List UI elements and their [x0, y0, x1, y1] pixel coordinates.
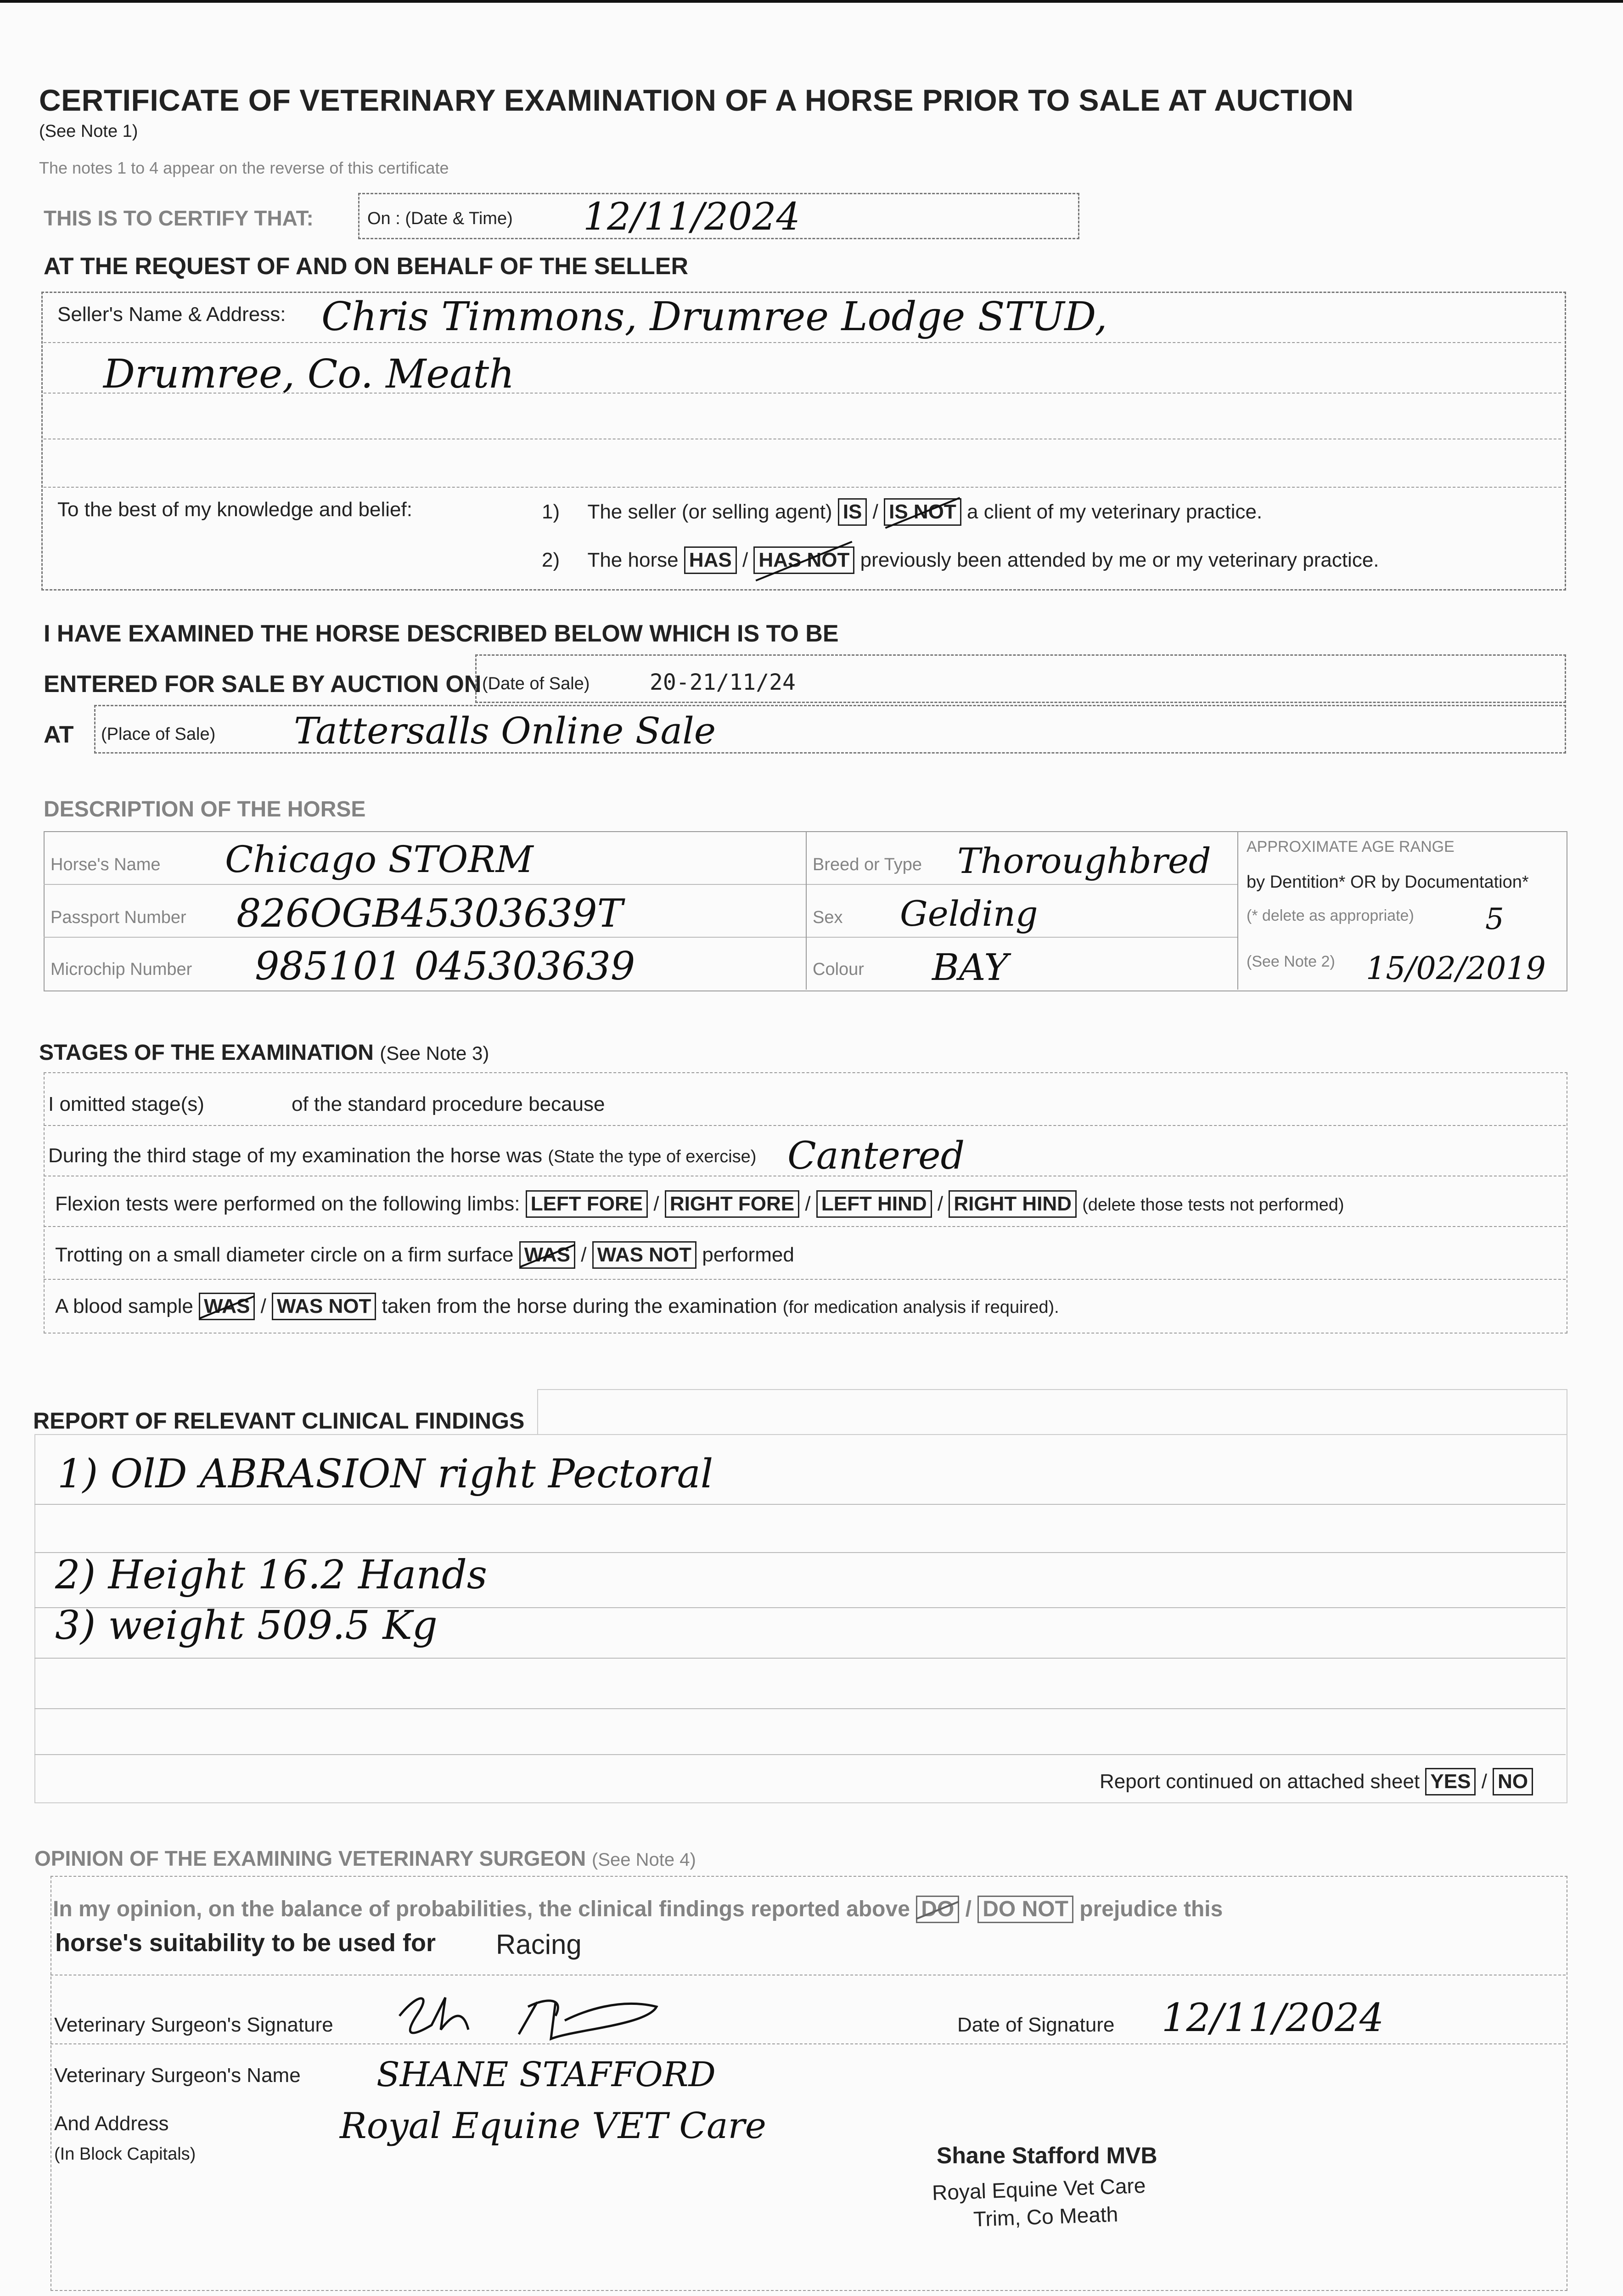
age-value: 5 [1485, 902, 1504, 936]
report-line [34, 1754, 1566, 1755]
blood-text: A blood sample [55, 1295, 193, 1317]
description-col-divider [1237, 831, 1238, 990]
microchip-value: 985101 045303639 [255, 944, 635, 989]
trot-was-struck: WAS [519, 1241, 575, 1269]
seller-item-2 [542, 546, 1379, 574]
sale-place-value: Tattersalls Online Sale [294, 709, 716, 752]
blood-was-struck: WAS [199, 1293, 255, 1320]
sex-label: Sex [813, 908, 843, 927]
opinion-do-not: DO NOT [977, 1896, 1073, 1923]
blood-note: (for medication analysis if required). [782, 1298, 1059, 1317]
item2-number: 2) [542, 549, 560, 571]
trot-was-not: WAS NOT [592, 1241, 696, 1269]
signature-stroke [519, 2001, 657, 2039]
third-stage-row [48, 1144, 756, 1167]
blood-post-text: taken from the horse during the examination [382, 1295, 777, 1317]
third-stage-note: (State the type of exercise) [548, 1147, 757, 1166]
flexion-separator: / [937, 1193, 943, 1215]
signature-date-value: 12/11/2024 [1162, 1995, 1384, 2040]
sale-at-label: AT [44, 721, 74, 748]
continued-no: NO [1493, 1768, 1533, 1795]
breed-label: Breed or Type [813, 855, 922, 874]
seller-name-label: Seller's Name & Address: [57, 303, 286, 326]
age-see-note: (See Note 2) [1247, 953, 1335, 970]
seller-line-divider [44, 393, 1561, 394]
report-heading-box [537, 1389, 1567, 1435]
microchip-label: Microchip Number [51, 960, 192, 979]
item2-separator: / [742, 549, 748, 571]
seller-address-line2: Drumree, Co. Meath [103, 351, 515, 397]
opinion-heading-note: (See Note 4) [592, 1850, 696, 1870]
intended-use-value: Racing [496, 1929, 582, 1960]
signature-label: Veterinary Surgeon's Signature [54, 2014, 333, 2036]
option-has-not-struck: HAS NOT [753, 546, 854, 574]
sale-date-box [475, 654, 1566, 703]
stages-heading [39, 1040, 489, 1065]
seller-heading: AT THE REQUEST OF AND ON BEHALF OF THE SELLER [44, 253, 688, 280]
item1-number: 1) [542, 501, 560, 523]
opinion-text-a: In my opinion, on the balance of probabilities, the clinical findings reported above [53, 1897, 910, 1921]
suitability-text: horse's suitability to be used for [55, 1929, 436, 1957]
description-col-divider [806, 831, 807, 990]
stamp-location: Trim, Co Meath [973, 2202, 1119, 2231]
opinion-divider [51, 2043, 1566, 2044]
report-heading: REPORT OF RELEVANT CLINICAL FINDINGS [33, 1408, 525, 1434]
option-has: HAS [684, 546, 737, 574]
flexion-left-hind: LEFT HIND [816, 1190, 932, 1218]
see-note-1: (See Note 1) [39, 122, 138, 141]
passport-value: 826OGB45303639T [236, 891, 623, 936]
horse-name-value: Chicago STORM [225, 838, 534, 881]
report-line [34, 1708, 1566, 1709]
stages-row-divider [44, 1226, 1566, 1227]
description-row-divider [44, 884, 1237, 885]
flexion-left-fore: LEFT FORE [526, 1190, 648, 1218]
sale-date-value: 20-21/11/24 [650, 670, 796, 695]
option-is: IS [838, 498, 867, 526]
report-line [34, 1658, 1566, 1659]
trot-separator: / [581, 1244, 587, 1266]
opinion-heading-text: OPINION OF THE EXAMINING VETERINARY SURGEON [34, 1846, 586, 1870]
flexion-right-hind: RIGHT HIND [949, 1190, 1077, 1218]
finding-2: 2) Height 16.2 Hands [55, 1552, 488, 1598]
sale-date-label: (Date of Sale) [482, 674, 590, 693]
seller-item-1 [542, 498, 1262, 526]
trot-post-text: performed [702, 1244, 794, 1266]
item2-text: The horse [587, 549, 679, 571]
seller-line-divider [44, 342, 1561, 343]
report-continued-text: Report continued on attached sheet [1100, 1770, 1420, 1793]
notes-reverse-text: The notes 1 to 4 appear on the reverse of this certificate [39, 158, 449, 177]
option-is-not-struck: IS NOT [884, 498, 961, 526]
sale-heading-2: ENTERED FOR SALE BY AUCTION ON [44, 671, 482, 698]
description-heading: DESCRIPTION OF THE HORSE [44, 797, 366, 822]
flexion-separator: / [805, 1193, 811, 1215]
age-range-method: by Dentition* OR by Documentation* [1247, 872, 1529, 892]
description-row-divider [44, 937, 1237, 938]
opinion-statement-row [53, 1896, 1223, 1923]
sale-heading-1: I HAVE EXAMINED THE HORSE DESCRIBED BELOW WHICH IS TO BE [44, 620, 839, 647]
blood-sample-row [55, 1293, 1059, 1320]
stamp-name: Shane Stafford MVB [937, 2143, 1157, 2168]
vet-name-value: SHANE STAFFORD [376, 2055, 716, 2094]
date-of-birth-value: 15/02/2019 [1366, 951, 1546, 987]
third-stage-text: During the third stage of my examination the horse was [48, 1144, 543, 1167]
exercise-type-value: Cantered [787, 1134, 965, 1178]
stages-row-divider [44, 1125, 1566, 1126]
trotting-row [55, 1241, 794, 1269]
continued-separator: / [1481, 1770, 1487, 1793]
sale-place-label: (Place of Sale) [101, 725, 216, 744]
signature-date-label: Date of Signature [957, 2014, 1115, 2036]
address-block-capitals: (In Block Capitals) [54, 2144, 196, 2164]
passport-label: Passport Number [51, 908, 186, 927]
stages-row-divider [44, 1279, 1566, 1280]
opinion-do-struck: DO [916, 1896, 959, 1923]
age-range-heading: APPROXIMATE AGE RANGE [1247, 838, 1455, 855]
breed-value: Thoroughbred [957, 840, 1211, 881]
date-time-label: On : (Date & Time) [367, 209, 513, 228]
flexion-note: (delete those tests not performed) [1082, 1195, 1344, 1215]
sex-value: Gelding [900, 893, 1038, 934]
top-border-line [0, 0, 1623, 3]
address-label: And Address [54, 2112, 169, 2135]
omitted-stage-text: I omitted stage(s) [48, 1093, 204, 1115]
trotting-text: Trotting on a small diameter circle on a firm surface [55, 1244, 514, 1266]
colour-value: BAY [932, 946, 1009, 989]
item1-text: The seller (or selling agent) [587, 501, 832, 523]
report-line [34, 1504, 1566, 1505]
report-continued-row [1100, 1768, 1533, 1795]
stages-heading-text: STAGES OF THE EXAMINATION [39, 1041, 374, 1065]
horse-name-label: Horse's Name [51, 855, 161, 874]
item1-post-text: a client of my veterinary practice. [967, 501, 1263, 523]
exam-date-value: 12/11/2024 [583, 195, 800, 239]
finding-1: 1) OlD ABRASION right Pectoral [57, 1451, 713, 1497]
omitted-stage-text-2: of the standard procedure because [292, 1093, 605, 1115]
vet-address-value: Royal Equine VET Care [340, 2105, 766, 2147]
signature-stroke [399, 1998, 468, 2033]
opinion-separator: / [965, 1897, 972, 1921]
certificate-title: CERTIFICATE OF VETERINARY EXAMINATION OF A HORSE PRIOR TO SALE AT AUCTION [39, 83, 1354, 117]
seller-address-line1: Chris Timmons, Drumree Lodge STUD, [321, 294, 1107, 340]
vet-name-label: Veterinary Surgeon's Name [54, 2064, 301, 2087]
seller-line-divider [44, 487, 1561, 488]
flexion-row [55, 1190, 1344, 1218]
item2-post-text: previously been attended by me or my veterinary practice. [860, 549, 1379, 571]
vet-signature-drawing [390, 1988, 675, 2043]
colour-label: Colour [813, 960, 864, 979]
opinion-text-b: prejudice this [1079, 1897, 1223, 1921]
flexion-text: Flexion tests were performed on the following limbs: [55, 1193, 520, 1215]
blood-was-not: WAS NOT [272, 1293, 376, 1320]
flexion-separator: / [653, 1193, 659, 1215]
finding-3: 3) weight 509.5 Kg [55, 1603, 438, 1649]
certify-heading: THIS IS TO CERTIFY THAT: [44, 206, 314, 230]
item1-separator: / [872, 501, 878, 523]
opinion-heading [34, 1846, 696, 1871]
age-delete-note: (* delete as appropriate) [1247, 907, 1414, 924]
blood-separator: / [260, 1295, 266, 1317]
stages-heading-note: (See Note 3) [380, 1042, 489, 1064]
continued-yes: YES [1425, 1768, 1476, 1795]
knowledge-label: To the best of my knowledge and belief: [57, 498, 412, 521]
stamp-practice: Royal Equine Vet Care [932, 2173, 1146, 2205]
flexion-right-fore: RIGHT FORE [665, 1190, 799, 1218]
